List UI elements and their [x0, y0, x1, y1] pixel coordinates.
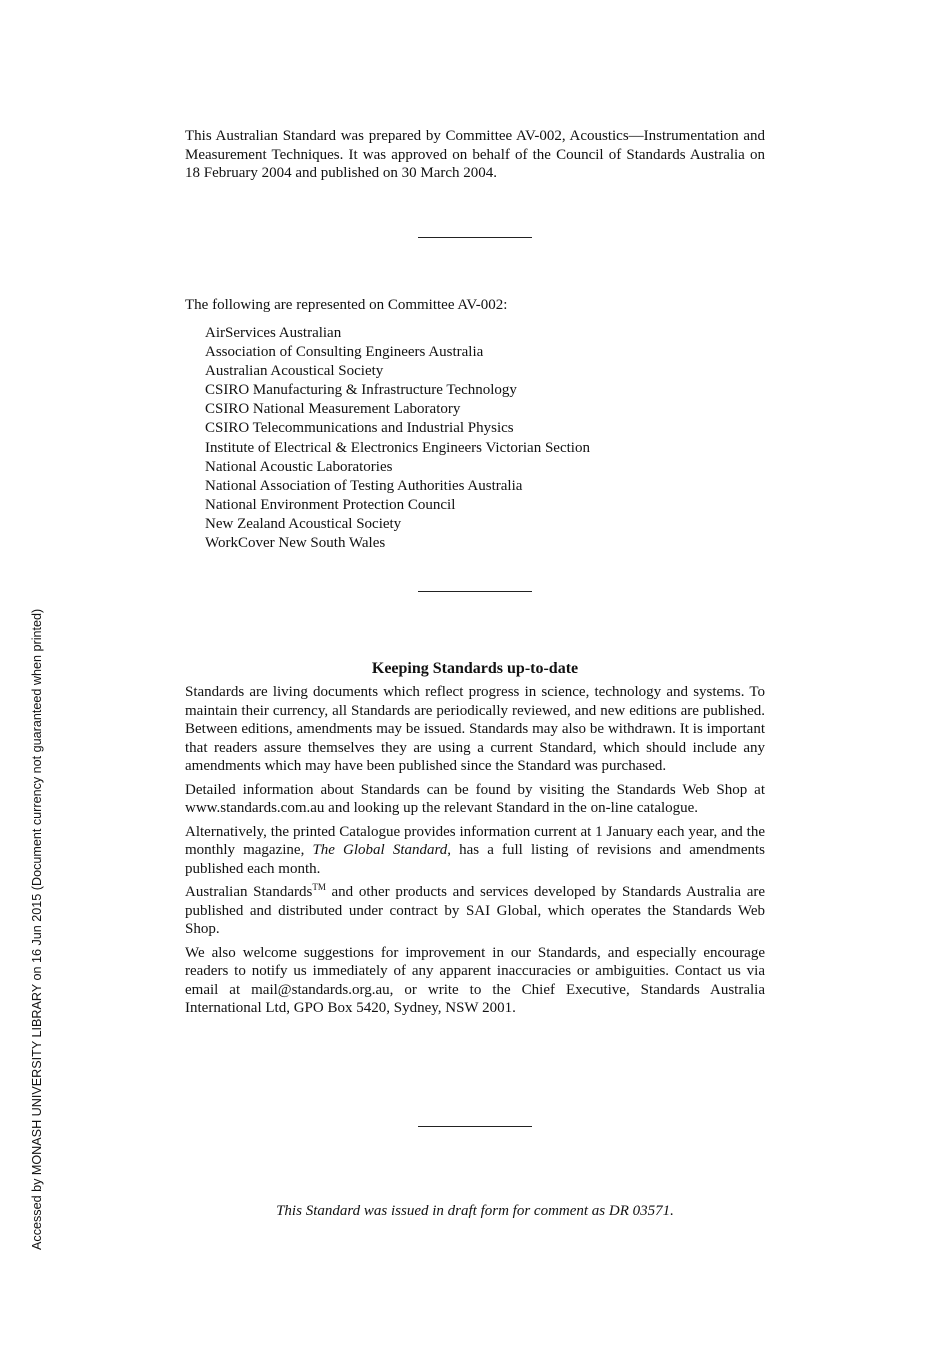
committee-member: WorkCover New South Wales: [205, 535, 386, 552]
committee-member: Australian Acoustical Society: [205, 363, 384, 380]
committee-member: CSIRO Telecommunications and Industrial Physics: [205, 420, 514, 437]
committee-member: National Acoustic Laboratories: [205, 458, 393, 475]
committee-member: CSIRO National Measurement Laboratory: [205, 401, 461, 418]
sai-global-text: and other products and services developed by Standards Australia are published and distributed under contract by SAI Global, which operates the Standards Web Shop.: [185, 884, 766, 937]
trademark-mark: TM: [312, 882, 326, 892]
paragraph-web-shop: Detailed information about Standards can be found by visiting the Standards Web Shop at www.standards.com.au and looking up the relevant Standard in the on-line catalogue.: [185, 781, 765, 816]
magazine-title: The Global Standard: [312, 842, 448, 858]
paragraph-living-documents: Standards are living documents which reflect progress in science, technology and systems. To maintain their currency, all Standards are periodically reviewed, and new editions are published. Between editions, amendments may be issued. Standards may also be withdrawn. It is important that readers assure themselves they are using a current Standard, which should include any amendments which may have been published since the Standard was purchased.: [185, 684, 765, 774]
paragraph-sai-global: [185, 883, 765, 939]
draft-form-note: This Standard was issued in draft form for comment as DR 03571.: [276, 1203, 674, 1219]
committee-member: National Association of Testing Authorities Australia: [205, 477, 523, 494]
keeping-up-to-date-body: [185, 683, 765, 1023]
catalogue-text-start: Alternatively, the printed Catalogue provides information current at 1 January each year, and the monthly magazine,: [185, 823, 765, 858]
section-divider: [418, 591, 532, 592]
paragraph-catalogue: [185, 823, 765, 879]
access-watermark: Accessed by MONASH UNIVERSITY LIBRARY on 16 Jun 2015 (Document currency not guaranteed when printed): [30, 608, 44, 1250]
committee-lead-text: The following are represented on Committee AV-002:: [185, 297, 508, 313]
preparation-statement: This Australian Standard was prepared by Committee AV-002, Acoustics—Instrumentation and Measurement Techniques. It was approved on behalf of the Council of Standards Australia on 18 February 2004 and published on 30 March 2004.: [185, 128, 765, 181]
committee-member: New Zealand Acoustical Society: [205, 515, 402, 532]
section-divider: [418, 1126, 532, 1127]
committee-member: AirServices Australian: [205, 325, 342, 341]
committee-member: National Environment Protection Council: [205, 496, 456, 513]
catalogue-text-end: , has a full listing of revisions and amendments published each month.: [185, 842, 766, 877]
committee-member-list: [205, 324, 590, 553]
keeping-up-to-date-heading: Keeping Standards up-to-date: [371, 660, 579, 677]
committee-member: Institute of Electrical & Electronics Engineers Victorian Section: [205, 439, 590, 456]
section-divider: [418, 237, 532, 238]
australian-standards-text: Australian Standards: [185, 884, 313, 900]
committee-member: Association of Consulting Engineers Australia: [205, 344, 484, 361]
committee-member: CSIRO Manufacturing & Infrastructure Technology: [205, 382, 517, 399]
paragraph-suggestions: We also welcome suggestions for improvement in our Standards, and especially encourage readers to notify us immediately of any apparent inaccuracies or ambiguities. Contact us via email at mail@standards.org.au, or write to the Chief Executive, Standards Australia International Ltd, GPO Box 5420, Sydney, NSW 2001.: [185, 944, 765, 1016]
